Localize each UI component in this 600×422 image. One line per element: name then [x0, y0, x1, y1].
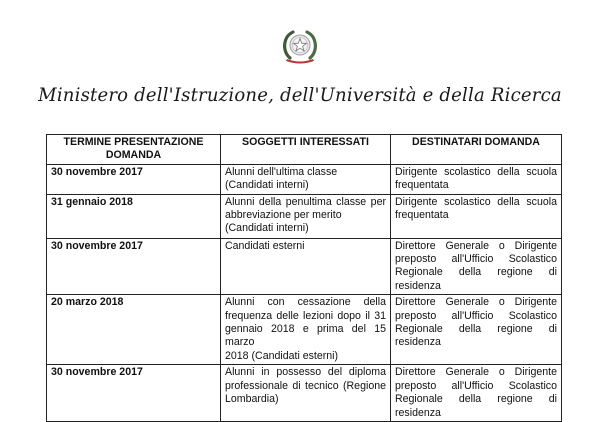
destinatari-cell: Direttore Generale o Dirigente preposto all'Ufficio Scolastico Regionale della regione di residenza [391, 295, 562, 365]
termine-cell: 30 novembre 2017 [47, 365, 221, 422]
italian-republic-emblem-icon [281, 28, 319, 64]
destinatari-cell: Direttore Generale o Dirigente preposto all'Ufficio Scolastico Regionale della regione di residenza [391, 238, 562, 295]
ministry-title: Ministero dell'Istruzione, dell'Università e della Ricerca [38, 84, 562, 106]
soggetti-cell: Candidati esterni [221, 238, 391, 295]
table-row [47, 194, 562, 238]
soggetti-cell: Alunni dell'ultima classe (Candidati interni) [221, 164, 391, 194]
table-row [47, 238, 562, 295]
table-row [47, 365, 562, 422]
table-row [47, 295, 562, 365]
column-header-termine: TERMINE PRESENTAZIONE DOMANDA [47, 135, 221, 165]
termine-cell: 20 marzo 2018 [47, 295, 221, 365]
destinatari-cell: Direttore Generale o Dirigente preposto all'Ufficio Scolastico Regionale della regione di residenza [391, 365, 562, 422]
destinatari-cell: Dirigente scolastico della scuola frequentata [391, 194, 562, 238]
destinatari-cell: Dirigente scolastico della scuola frequentata [391, 164, 562, 194]
table-header-row [47, 135, 562, 165]
table-row [47, 164, 562, 194]
termine-cell: 31 gennaio 2018 [47, 194, 221, 238]
soggetti-cell: Alunni della penultima classe per abbreviazione per merito (Candidati interni) [221, 194, 391, 238]
soggetti-cell: Alunni in possesso del diploma professionale di tecnico (Regione Lombardia) [221, 365, 391, 422]
termine-cell: 30 novembre 2017 [47, 238, 221, 295]
soggetti-cell: Alunni con cessazione della frequenza delle lezioni dopo il 31 gennaio 2018 e prima del 15 marzo 2018 (Candidati esterni) [221, 295, 391, 365]
column-header-soggetti: SOGGETTI INTERESSATI [221, 135, 391, 165]
column-header-destinatari: DESTINATARI DOMANDA [391, 135, 562, 165]
termine-cell: 30 novembre 2017 [47, 164, 221, 194]
deadlines-table [46, 134, 562, 422]
